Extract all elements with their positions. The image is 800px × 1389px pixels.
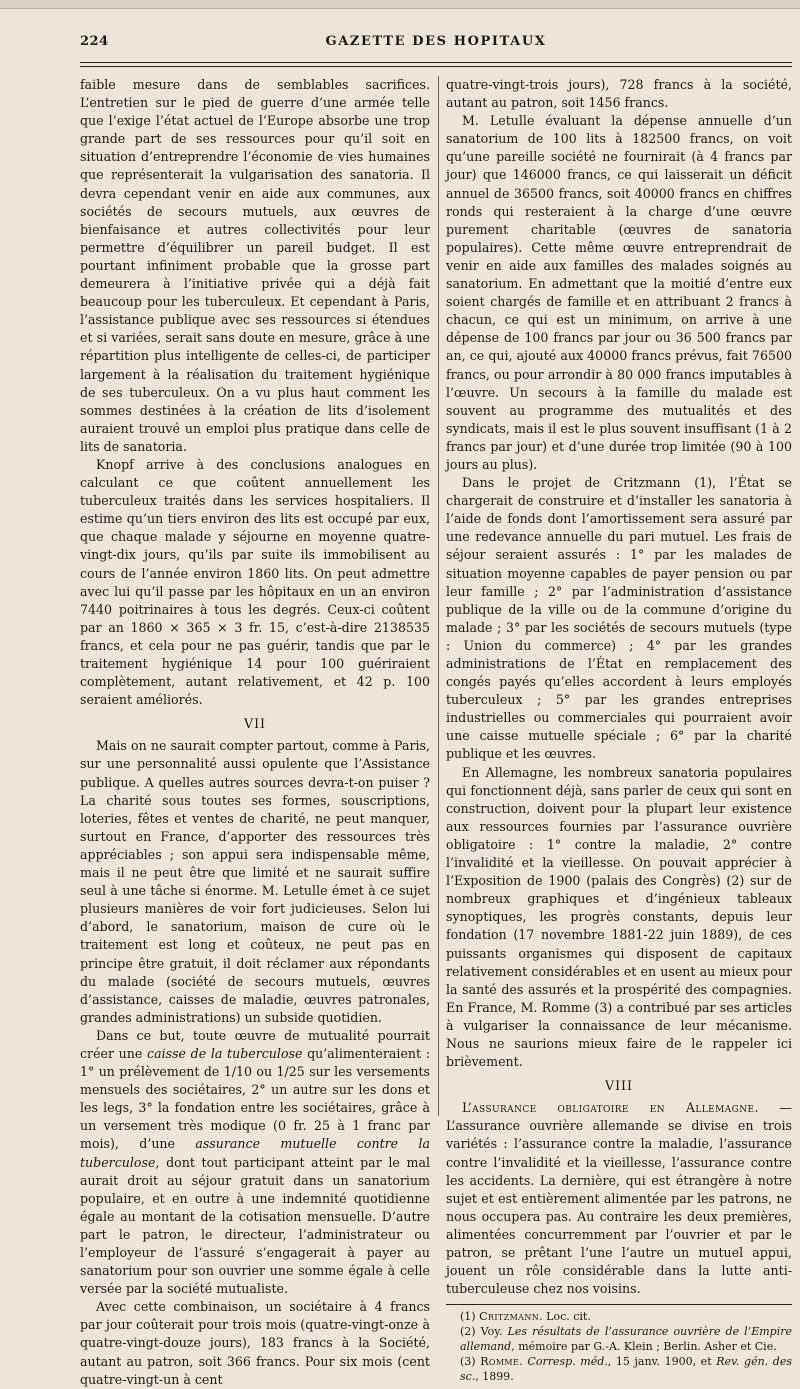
column-divider xyxy=(438,76,439,1116)
text-run: . xyxy=(519,1355,528,1369)
text-run: . Loc. cit. xyxy=(539,1310,591,1324)
left-column xyxy=(80,76,430,1389)
text-run: Dans ce but, toute œuvre de mutualité pourrait créer une xyxy=(80,1027,430,1061)
text-run: , 1899. xyxy=(475,1370,514,1384)
paragraph: Avec cette combinaison, un sociétaire à 4 francs par jour coûterait pour trois mois (quatre-vingt-onze à quatre-vingt-douze jours), 183 francs à la Société, autant au patron, soit 366 francs. Pour six mois (cent quatre-vingt-un à cent xyxy=(80,1299,430,1387)
text-run: qu’alimenteraient : 1° un prélèvement de 1/10 ou 1/25 sur les versements mensuels des sociétaires, 2° un autre sur les dons et les legs, 3° la fondation entre les sociétaires, grâce à un versement très modique (0 fr. 25 à 1 franc par mois), d’une xyxy=(80,1045,430,1152)
paragraph: quatre-vingt-trois jours), 728 francs à la société, autant au patron, soit 1456 francs. xyxy=(446,77,792,111)
author-name: Romme xyxy=(480,1355,520,1369)
run-in-heading: L’assurance obligatoire en Allemagne. xyxy=(462,1100,759,1116)
paragraph: En Allemagne, les nombreux sanatoria populaires qui fonctionnent déjà, sans parler de ceux qui sont en construction, doivent pour la plupart leur existence aux ressources fournies par l’assurance ouvrière obligatoire : 1° contre la maladie, 2° contre l’invalidité et la vieillesse. On pouvait apprécier à l’Exposition de 1900 (palais des Congrès) (2) sur de nombreux graphiques et d’ingénieux tableaux synoptiques, les progrès constants, depuis leur fondation (17 novembre 1881-22 juin 1889), de ces puissants organismes qui disposent de capitaux relativement considérables et en usent au mieux pour la santé des assurés et la prospérité des compagnies. En France, M. Romme (3) a contribué par ses articles à vulgariser la connaissance de leur mécanisme. Nous ne saurions mieux faire de le rappeler ici brièvement. xyxy=(446,764,792,1070)
header-rule-bottom xyxy=(80,66,792,67)
text-run: , 15 janv. 1900, et xyxy=(607,1355,717,1369)
text-run: , mémoire par G.-A. Klein ; Berlin. Asher et Cie. xyxy=(511,1340,777,1354)
footnote-number: (3) xyxy=(460,1355,481,1369)
text-run: , dont tout participant atteint par le mal aurait droit au séjour gratuit dans un sanatorium populaire, et en outre à une indemnité quotidienne égale au montant de la cotisation mensuelle. D’autre part le patron, le directeur, l’administrateur ou l’employeur de l’assuré s’engagerait à payer au sanatorium pour son ouvrier une somme égale à celle versée par la société mutualiste. xyxy=(80,1154,430,1297)
paragraph xyxy=(446,1099,792,1298)
paragraph: Knopf arrive à des conclusions analogues en calculant ce que coûtent annuellement les tuberculeux traités dans les services hospitaliers. Il estime qu’un tiers environ des lits est occupé par eux, que chaque malade y séjourne en moyenne quatre-vingt-dix jours, qu’ils par suite ils immobilisent au cours de l’année environ 1860 lits. On peut admettre avec lui qu’il passe par les hôpitaux en un an environ 7440 poitrinaires à tous les degrés. Ceux-ci coûtent par an 1860 × 365 × 3 fr. 15, c’est-à-dire 2138535 francs, et cela pour ne pas guérir, tandis que par le traitement hygiénique 14 pour 100 guériraient complètement, autant relativement, et 42 p. 100 seraient améliorés. xyxy=(80,456,430,708)
footnote xyxy=(446,1309,792,1324)
italic-term: assurance mutuelle contre la tuberculose xyxy=(80,1136,430,1170)
paragraph xyxy=(80,1027,430,1298)
footnote xyxy=(446,1354,792,1384)
paragraph: Dans le projet de Critzmann (1), l’État se chargerait de construire et d’installer les sanatoria à l’aide de fonds dont l’amortissement sera assuré par une redevance annuelle du pari mutuel. Les frais de séjour seraient assurés : 1° par les malades de situation moyenne capables de payer pension ou par leur famille ; 2° par l’administration d’assistance publique de la ville ou de la commune d’origine du malade ; 3° par les sociétés de secours mutuels (type : Union du commerce) ; 4° par les grandes administrations de l’État en remplacement des congés payés qu’elles accordent à leurs employés tuberculeux ; 5° par les grandes entreprises industrielles ou commerciales qui pourraient avoir une caisse mutuelle spéciale ; 6° par la charité publique et les œuvres. xyxy=(446,475,792,762)
page-header xyxy=(80,34,792,56)
italic-title: Les résultats de l’assurance ouvrière de l’Empire allemand xyxy=(460,1325,792,1354)
footnote-number: (2) Voy. xyxy=(460,1325,508,1339)
header-rule-top xyxy=(80,62,792,63)
footnote-number: (1) xyxy=(460,1310,480,1324)
right-column xyxy=(446,76,792,1384)
italic-title: Corresp. méd. xyxy=(527,1355,608,1369)
text-run: — L’assurance ouvrière allemande se divise en trois variétés : l’assurance contre la maladie, l’assurance contre l’invalidité et la vieillesse, l’assurance contre les accidents. La dernière, qui est étrangère à notre sujet et est entièrement alimentée par les patrons, ne nous occupera pas. Au contraire les deux premières, alimentées concurremment par l’ouvrier et par le patron, se prêtant l’une l’autre un mutuel appui, jouent un rôle considérable dans la lutte anti-tuberculeuse chez nos voisins. xyxy=(446,1100,792,1297)
paragraph: M. Letulle évaluant la dépense annuelle d’un sanatorium de 100 lits à 182500 francs, on voit qu’une pareille société ne fournirait (à 4 francs par jour) que 146000 francs, ce qui laisserait un déficit annuel de 36500 francs, soit 40000 francs en chiffres ronds qui resteraient à la charge d’une œuvre purement charitable (œuvres de sanatoria populaires). Cette même œuvre entreprendrait de venir en aide aux familles des malades soignés au sanatorium. En admettant que la moitié d’entre eux soient chargés de famille et en attribuant 2 francs à chacun, ce qui est un minimum, on arrive à une dépense de 100 francs par jour ou 36 500 francs par an, ce qui, ajouté aux 40000 francs prévus, fait 76500 francs, ou pour arrondir à 80 000 francs imputables à l’œuvre. Un secours à la famille du malade est souvent au programme des mutualités et des syndicats, mais il est le plus souvent insuffisant (1 à 2 francs par jour) et d’une durée trop limitée (90 à 100 jours au plus). xyxy=(446,113,792,472)
italic-title: Rev. gén. des sc. xyxy=(460,1355,792,1384)
footnote xyxy=(446,1324,792,1354)
section-heading: VIII xyxy=(604,1078,634,1094)
paragraph: faible mesure dans de semblables sacrifices. L’entretien sur le pied de guerre d’une armée telle que l’exige l’état actuel de l’Europe absorbe une trop grande part de ses ressources pour qu’il soit en situation d’entreprendre l’économie de vies humaines que représenterait la vulgarisation des sanatoria. Il devra cependant venir en aide aux communes, aux sociétés de secours mutuels, aux œuvres de bienfaisance et autres collectivités pour leur permettre d’équilibrer un pareil budget. Il est pourtant infiniment probable que la grosse part demeurera à l’initiative privée qui a déjà fait beaucoup pour les tuberculeux. Et cependant à Paris, l’assistance publique avec ses ressources si étendues et si variées, serait sans doute en mesure, grâce à une répartition plus intelligente de celles-ci, de participer largement à la réalisation du traitement hygiénique de ses tuberculeux. On a vu plus haut comment les sommes destinées à la création de lits d’isolement auraient trouvé un emploi plus pratique dans celle de lits de sanatoria. xyxy=(80,77,430,454)
page-number: 224 xyxy=(80,34,109,49)
paragraph: Mais on ne saurait compter partout, comme à Paris, sur une personnalité aussi opulente que l’Assistance publique. A quelles autres sources devra-t-on puiser ? La charité sous toutes ses formes, souscriptions, loteries, fêtes et ventes de charité, ne peut manquer, surtout en France, d’apporter des ressources très appréciables ; son appui sera indispensable même, mais il ne peut être que limité et ne saurait suffire seul à une tâche si énorme. M. Letulle émet à ce sujet plusieurs manières de voir fort judicieuses. Selon lui d’abord, le sanatorium, maison de cure où le traitement est long et coûteux, ne peut pas en principe être gratuit, il doit réclamer aux répondants du malade (société de secours mutuels, œuvres d’assistance, caisses de maladie, œuvres patronales, grandes administrations) un subside quotidien. xyxy=(80,738,430,1025)
page-top-edge xyxy=(0,0,800,9)
footnote-rule xyxy=(446,1304,792,1305)
running-title: GAZETTE DES HOPITAUX xyxy=(325,34,547,49)
italic-term: caisse de la tuberculose xyxy=(147,1045,303,1061)
section-heading: VII xyxy=(243,716,267,732)
author-name: Critzmann xyxy=(479,1310,540,1324)
